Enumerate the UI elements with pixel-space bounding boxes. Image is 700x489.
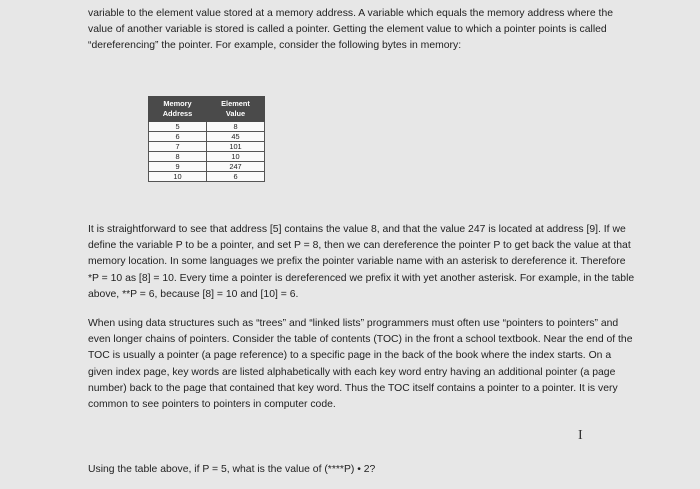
table-row [149, 172, 265, 182]
table-row [149, 132, 265, 142]
text-cursor-icon: I [578, 428, 583, 443]
table-header-row [149, 97, 265, 122]
intro-paragraph: variable to the element value stored at a memory address. A variable which equals the memory address where the value of another variable is stored is called a pointer. Getting the element value to which a pointer points is called “dereferencing” the pointer. For example, consider the following bytes in memory: [88, 8, 614, 52]
address-cell: 10 [149, 172, 207, 182]
value-cell: 45 [207, 132, 265, 142]
value-cell: 101 [207, 142, 265, 152]
table-row [149, 162, 265, 172]
table-row [149, 152, 265, 162]
question-text: Using the table above, if P = 5, what is the value of (****P) • 2? [88, 464, 376, 475]
value-cell: 8 [207, 122, 265, 132]
address-cell: 8 [149, 152, 207, 162]
value-cell: 6 [207, 172, 265, 182]
address-cell: 9 [149, 162, 207, 172]
address-cell: 5 [149, 122, 207, 132]
table-row [149, 142, 265, 152]
address-cell: 7 [149, 142, 207, 152]
table-row [149, 122, 265, 132]
value-cell: 247 [207, 162, 265, 172]
header-element-value: Element Value [207, 97, 265, 122]
address-cell: 6 [149, 132, 207, 142]
pointers-to-pointers-paragraph: When using data structures such as “trees” and “linked lists” programmers must often use “pointers to pointers” and even longer chains of pointers. Consider the table of contents (TOC) in the front a school textbook. Near the end of the TOC is usually a pointer (a page reference) to a specific page in the back of the book where the index starts. On a given index page, key words are listed alphabetically with each key word entry having an additional pointer (a page number) back to the page that contained that key word. Thus the TOC itself contains a pointer to a pointer. It is very common to see pointers to pointers in computer code. [88, 318, 633, 411]
dereference-paragraph: It is straightforward to see that address [5] contains the value 8, and that the value 247 is located at address [9]. If we define the variable P to be a pointer, and set P = 8, then we can dereference the pointer P to get back the value at that memory location. In some languages we prefix the pointer variable name with an asterisk to dereference it. Therefore *P = 10 as [8] = 10. Every time a pointer is dereferenced we prefix it with yet another asterisk. For example, in the table above, **P = 6, because [8] = 10 and [10] = 6. [88, 224, 635, 300]
memory-table [148, 96, 265, 182]
value-cell: 10 [207, 152, 265, 162]
header-memory-address: Memory Address [149, 97, 207, 122]
